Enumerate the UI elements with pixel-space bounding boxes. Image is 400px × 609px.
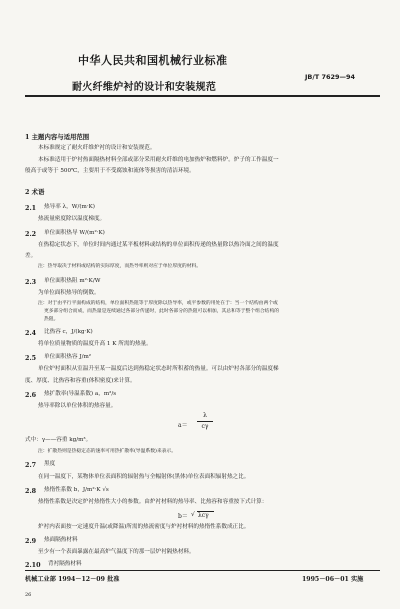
term-number: 2.7 xyxy=(25,461,37,469)
term-number: 2.10 xyxy=(25,561,41,569)
term-number: 2.6 xyxy=(25,391,37,399)
paragraph: 般高于或等于 500℃，主要用于不受腐蚀和流体等损害的清洁环境。 xyxy=(25,168,195,174)
term-definition: 在同一温度下，某物体单位表面积的辐射热与全幅射体(黑体)单位表面积辐射热之比。 xyxy=(38,474,250,480)
issuing-authority: 中华人民共和国机械行业标准 xyxy=(78,54,228,67)
term-number: 2.3 xyxy=(25,278,37,286)
term-note: 热阻。 xyxy=(44,317,59,322)
paragraph: 本标准规定了耐火纤维炉衬的设计和安装规范。 xyxy=(38,145,156,151)
term-title: 背衬隔热材料 xyxy=(48,561,82,567)
term-number: 2.1 xyxy=(25,204,37,212)
paragraph: 本标准适用于炉衬热面隔热材料全部或部分采用耐火纤维的电加热炉和燃料炉。炉子的工作温度一 xyxy=(38,157,279,163)
term-definition: 为单位面积热导的倒数。 xyxy=(38,290,100,296)
section-heading: 1 主题内容与适用范围 xyxy=(25,133,90,141)
term-title: 黑度 xyxy=(44,461,56,467)
term-number: 2.2 xyxy=(25,230,37,238)
section-heading: 2 术语 xyxy=(25,188,45,196)
term-definition: 至少有一个表面暴露在最高炉气温度下的那一层炉衬隔热材料。 xyxy=(38,549,195,555)
approval-date: 机械工业部 1994－12－09 批准 xyxy=(25,576,120,583)
term-definition: 差。 xyxy=(25,253,37,259)
document-title: 耐火纤维炉衬的设计和安装规范 xyxy=(72,82,217,93)
formula-numerator: λ xyxy=(203,412,207,419)
term-definition: 单位炉衬面积从室温升至某一温度后达到热稳定状态时所积蓄的热量。可以由炉衬各部分的温度梯 xyxy=(38,366,279,372)
term-number: 2.9 xyxy=(25,537,37,545)
fraction-bar xyxy=(197,421,213,422)
radicand: λcγ xyxy=(198,512,209,519)
term-note: 注：对于由平行平面构成的结构，单位面积热阻等于厚度除以热导率，或平参数的用处在于：当一个结构由两个或 xyxy=(38,301,278,306)
term-note: 注：热导取决于材料或结构的实际厚度，而热导率则对应于单位厚度的材料。 xyxy=(38,264,202,269)
term-definition: 热导率除以单位体积的热容量。 xyxy=(38,403,117,409)
term-definition: 热惰性系数是决定炉衬热惰性大小的参数。由炉衬材料的热导率、比热容和容重按下式计算： xyxy=(38,499,268,505)
term-title: 单位面积热阻 m²·K/W xyxy=(44,278,101,284)
term-note: 更多部分组合而成，而热量是连续通过各部分传递时，此时各部分的热阻可以相加，其总和等于整个组合结构的 xyxy=(44,309,280,314)
term-title: 单位面积热容 J/m² xyxy=(44,354,92,360)
term-number: 2.5 xyxy=(25,354,37,362)
term-definition: 度、厚度、比热容和容重(体积密度)来计算。 xyxy=(25,378,136,384)
term-definition: 炉衬内表面按一定速度升温(或降温)所需的热流密度与炉衬材料的热惰性系数成正比。 xyxy=(38,524,250,530)
term-definition: 热流量密度除以温度梯度。 xyxy=(38,216,106,222)
header-rule xyxy=(25,95,380,97)
formula-where: 式中：γ——容重 kg/m³。 xyxy=(25,437,92,443)
formula-denominator: cγ xyxy=(201,423,209,430)
term-title: 单位面积热导 W/(m²·K) xyxy=(44,230,105,236)
formula-lhs: a＝ xyxy=(178,422,188,429)
radical-sign: √ xyxy=(191,511,195,518)
standard-code: JB/T 7629—94 xyxy=(305,73,356,81)
term-title: 热导率 λ，W/(m·K) xyxy=(44,204,95,210)
formula-lhs: b＝ xyxy=(178,513,188,520)
footer-rule xyxy=(25,570,380,571)
term-title: 热惰性系数 b，J/m²·K √s xyxy=(44,487,109,493)
term-title: 比热容 c，J/(kg·K) xyxy=(44,329,93,335)
term-definition: 在热稳定状态下，单位时间内通过某平板材料或结构的单位面积传递的热量除以热冷面之间的温度 xyxy=(38,242,279,248)
implementation-date: 1995－06－01 实施 xyxy=(302,576,364,583)
term-definition: 将单位质量物质的温度升高 1 K 所需的热量。 xyxy=(38,341,152,347)
term-title: 热面隔热材料 xyxy=(44,537,78,543)
term-number: 2.4 xyxy=(25,329,37,337)
page-number: 26 xyxy=(25,592,32,598)
term-number: 2.8 xyxy=(25,487,37,495)
term-note: 注：扩散热则是热稳定态的速率可用热扩散率(导温系数)来表示。 xyxy=(38,449,177,454)
term-title: 热扩散率(导温系数) a，m²/s xyxy=(44,391,117,397)
